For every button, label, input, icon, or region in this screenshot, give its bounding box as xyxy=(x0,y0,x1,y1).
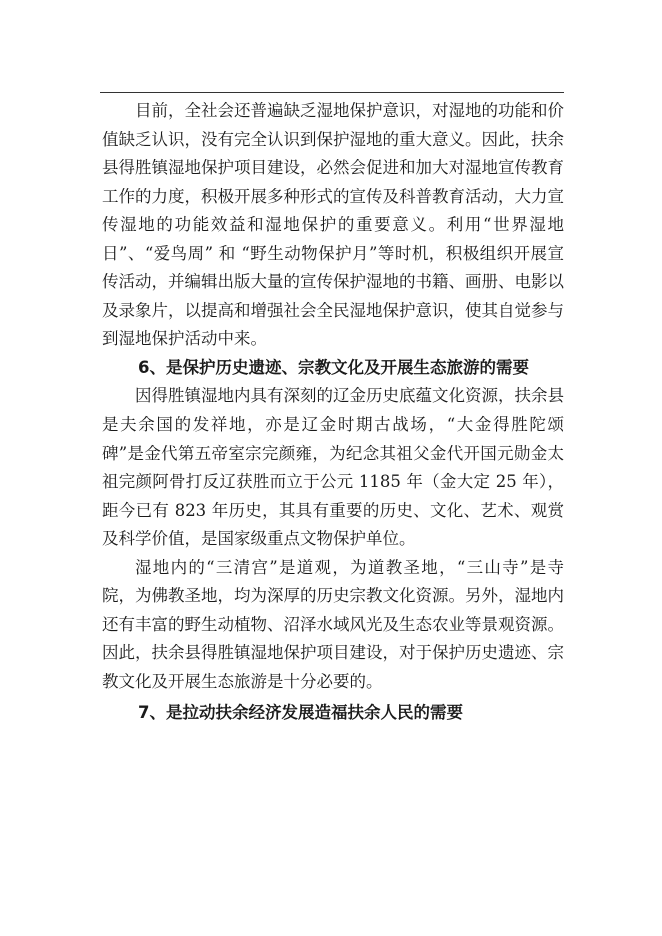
paragraph-religious-culture: 湿地内的“三清宫”是道观，为道教圣地，“三山寺”是寺院，为佛教圣地，均为深厚的历史宗教文化资源。另外，湿地内还有丰富的野生动植物、沼泽水域风光及生态农业等景观资源。因此，扶余县得胜镇湿地保护项目建设，对于保护历史遗迹、宗教文化及开展生态旅游是十分必要的。 xyxy=(102,557,564,691)
header-rule xyxy=(100,92,564,93)
paragraph-liao-jin-history: 因得胜镇湿地内具有深刻的辽金历史底蕴文化资源，扶余县是夫余国的发祥地，亦是辽金时期古战场，“大金得胜陀颂碑”是金代第五帝室宗完颜雍，为纪念其祖父金代开国元勋金太祖完颜阿骨打反辽获胜而立于公元 1185 年（金大定 25 年），距今已有 823 年历史，其具有重要的历史、文化、艺术、观赏及科学价值，是国家级重点文物保护单位。 xyxy=(102,386,564,549)
paragraph-wetland-awareness: 目前，全社会还普遍缺乏湿地保护意识，对湿地的功能和价值缺乏认识，没有完全认识到保护湿地的重大意义。因此，扶余县得胜镇湿地保护项目建设，必然会促进和加大对湿地宣传教育工作的力度，积极开展多种形式的宣传及科普教育活动，大力宣传湿地的功能效益和湿地保护的重要意义。利用“世界湿地日”、“爱鸟周” 和 “野生动物保护月”等时机，积极组织开展宣传活动，并编辑出版大量的宣传保护湿地的书籍、画册、电影以及录象片，以提高和增强社会全民湿地保护意识，使其自觉参与到湿地保护活动中来。 xyxy=(102,101,564,349)
section-heading-6: 6、是保护历史遗迹、宗教文化及开展生态旅游的需要 xyxy=(138,357,529,377)
section-heading-7: 7、是拉动扶余经济发展造福扶余人民的需要 xyxy=(138,703,463,723)
document-body xyxy=(102,97,564,728)
